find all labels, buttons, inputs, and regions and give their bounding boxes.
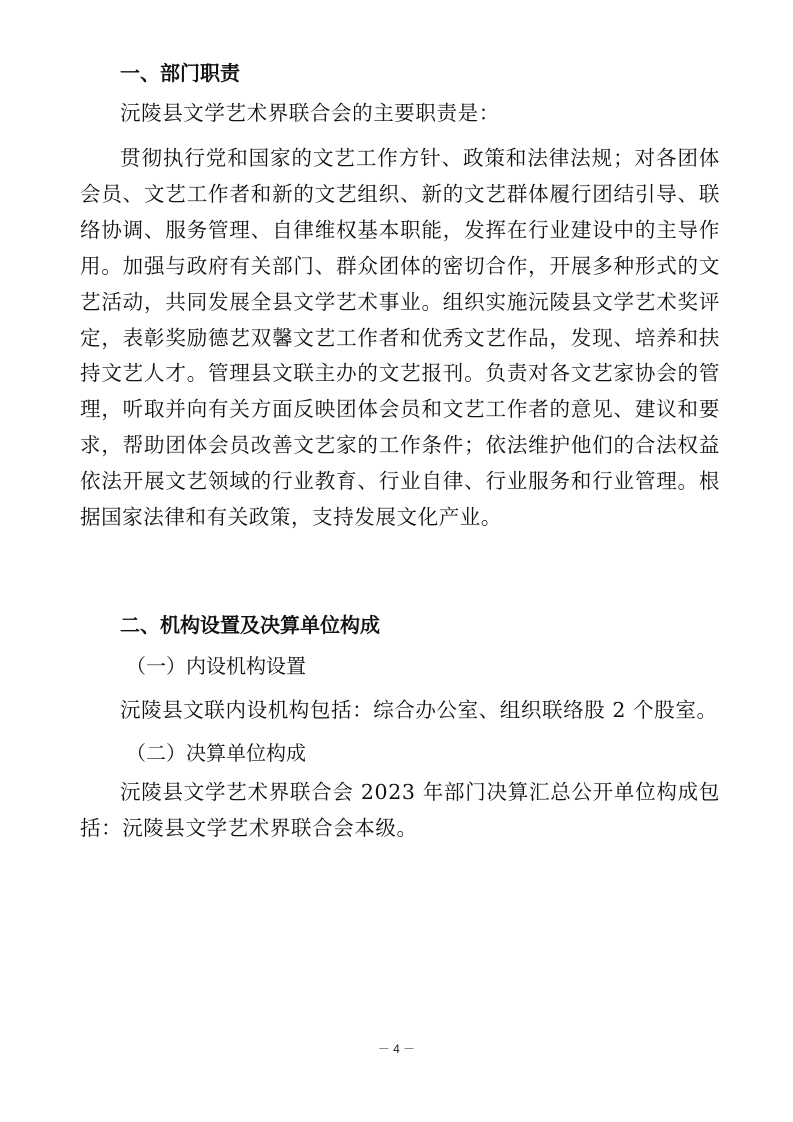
section2-heading: 二、机构设置及决算单位构成 [120,613,380,637]
section2-sub1-heading: （一）内设机构设置 [126,654,306,678]
section1-body: 贯彻执行党和国家的文艺工作方针、政策和法律法规；对各团体会员、文艺工作者和新的文艺组织、新的文艺群体履行团结引导、联络协调、服务管理、自律维权基本职能，发挥在行业建设中的主导作用。加强与政府有关部门、群众团体的密切合作，开展多种形式的文艺活动，共同发展全县文学艺术事业。组织实施沅陵县文学艺术奖评定，表彰奖励德艺双馨文艺工作者和优秀文艺作品，发现、培养和扶持文艺人才。管理县文联主办的文艺报刊。负责对各文艺家协会的管理，听取并向有关方面反映团体会员和文艺工作者的意见、建议和要求，帮助团体会员改善文艺家的工作条件；依法维护他们的合法权益依法开展文艺领域的行业教育、行业自律、行业服务和行业管理。根据国家法律和有关政策，支持发展文化产业。 [80,146,720,530]
section2-sub1-body: 沅陵县文联内设机构包括：综合办公室、组织联络股 2 个股室。 [120,698,718,722]
section1-heading: 一、部门职责 [120,61,240,85]
section2-sub2-body: 沅陵县文学艺术界联合会 2023 年部门决算汇总公开单位构成包括：沅陵县文学艺术界联合会本级。 [80,780,720,840]
section1-intro: 沅陵县文学艺术界联合会的主要职责是： [120,101,500,125]
section2-sub2-heading: （二）决算单位构成 [126,741,306,765]
page-number: － 4 － [377,1042,416,1056]
